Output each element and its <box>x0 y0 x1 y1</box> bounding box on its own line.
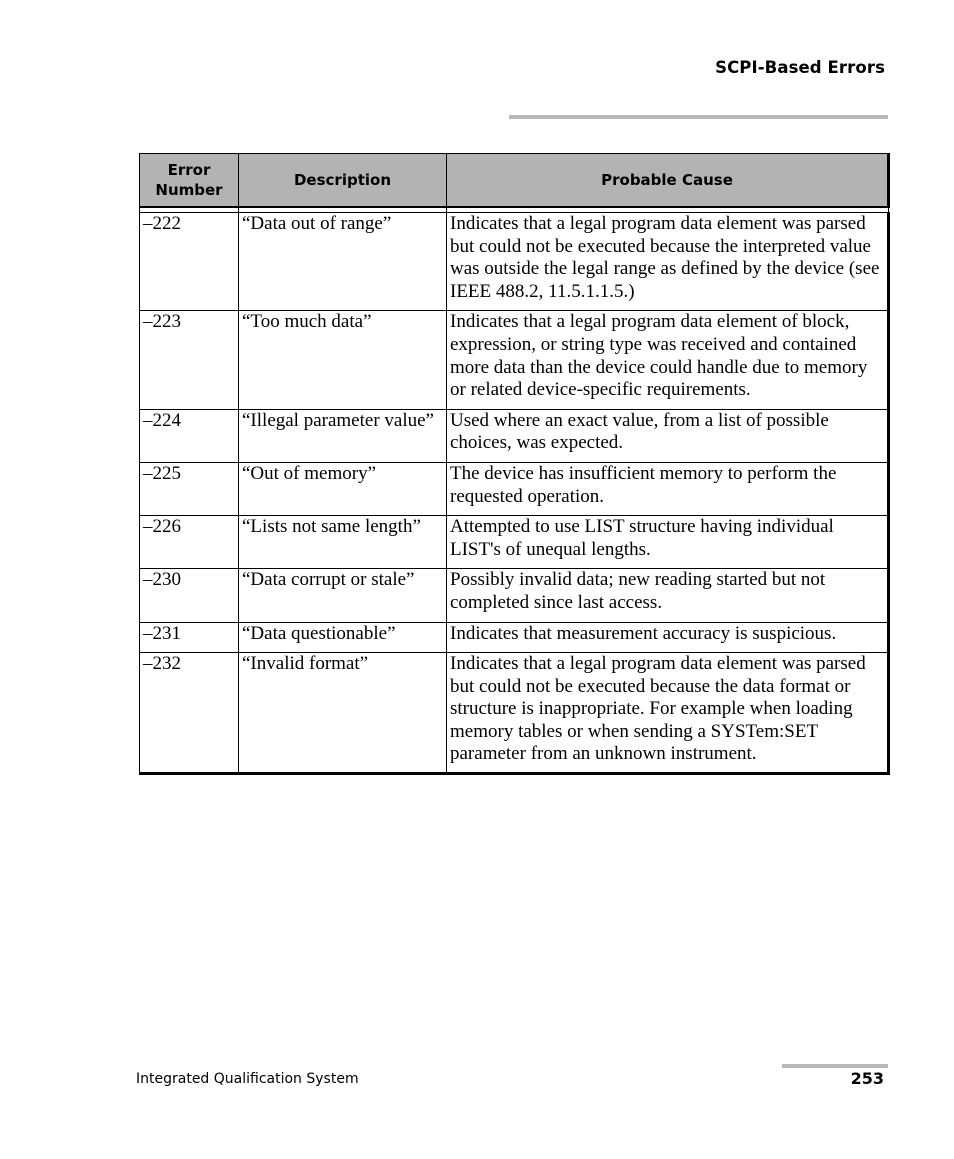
header-rule <box>509 115 888 119</box>
description-cell: “Lists not same length” <box>239 516 447 569</box>
footer-document-title: Integrated Qualification System <box>136 1071 359 1087</box>
section-title: SCPI-Based Errors <box>715 58 885 77</box>
table-row <box>140 653 889 774</box>
description-cell: “Illegal parameter value” <box>239 409 447 462</box>
footer-rule <box>782 1064 888 1068</box>
error-number-cell: –232 <box>140 653 239 774</box>
probable-cause-cell: Indicates that a legal program data element was parsed but could not be executed because the data format or structure is inappropriate. For example when loading memory tables or when sending a SYSTem:SET parameter from an unknown instrument. <box>447 653 889 774</box>
error-number-cell: –225 <box>140 462 239 515</box>
table-row <box>140 516 889 569</box>
table-header-row <box>140 154 889 208</box>
description-cell: “Data out of range” <box>239 213 447 311</box>
error-number-cell: –226 <box>140 516 239 569</box>
probable-cause-cell: The device has insufficient memory to perform the requested operation. <box>447 462 889 515</box>
error-number-cell: –231 <box>140 622 239 653</box>
description-cell: “Out of memory” <box>239 462 447 515</box>
table-row <box>140 462 889 515</box>
error-number-cell: –223 <box>140 311 239 409</box>
description-cell: “Data corrupt or stale” <box>239 569 447 622</box>
column-header-error-number: Error Number <box>140 154 239 208</box>
column-header-description: Description <box>239 154 447 208</box>
probable-cause-cell: Possibly invalid data; new reading started but not completed since last access. <box>447 569 889 622</box>
error-number-cell: –230 <box>140 569 239 622</box>
table-row <box>140 213 889 311</box>
description-cell: “Data questionable” <box>239 622 447 653</box>
table-row <box>140 622 889 653</box>
probable-cause-cell: Indicates that a legal program data element of block, expression, or string type was received and contained more data than the device could handle due to memory or related device-specific requirements. <box>447 311 889 409</box>
probable-cause-cell: Attempted to use LIST structure having individual LIST's of unequal lengths. <box>447 516 889 569</box>
table-row <box>140 311 889 409</box>
probable-cause-cell: Indicates that a legal program data element was parsed but could not be executed because the interpreted value was outside the legal range as defined by the device (see IEEE 488.2, 11.5.1.1.5.) <box>447 213 889 311</box>
probable-cause-cell: Indicates that measurement accuracy is suspicious. <box>447 622 889 653</box>
description-cell: “Invalid format” <box>239 653 447 774</box>
error-number-cell: –224 <box>140 409 239 462</box>
error-table <box>139 153 890 775</box>
table-row <box>140 409 889 462</box>
table-row <box>140 569 889 622</box>
description-cell: “Too much data” <box>239 311 447 409</box>
column-header-probable-cause: Probable Cause <box>447 154 889 208</box>
error-number-cell: –222 <box>140 213 239 311</box>
page-number: 253 <box>850 1069 884 1088</box>
probable-cause-cell: Used where an exact value, from a list of possible choices, was expected. <box>447 409 889 462</box>
